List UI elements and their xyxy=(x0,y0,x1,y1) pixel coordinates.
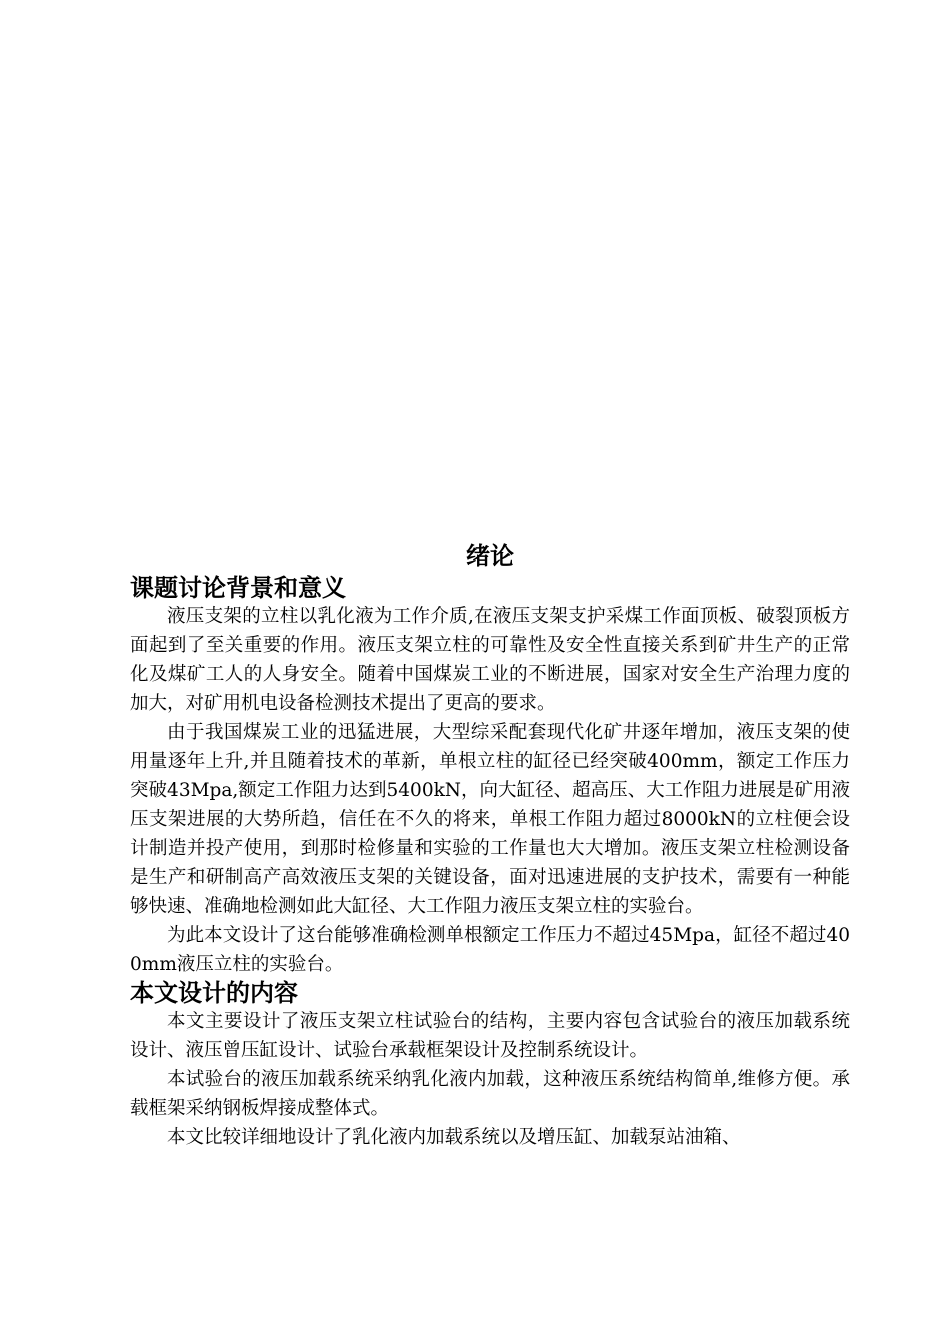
section-heading: 本文设计的内容 xyxy=(130,979,298,1007)
body-paragraph: 本文比较详细地设计了乳化液内加载系统以及增压缸、加载泵站油箱、 xyxy=(167,1127,741,1148)
body-paragraph: 为此本文设计了这台能够准确检测单根额定工作压力不超过45Mpa，缸径不超过400mm液压立柱的实验台。 xyxy=(130,925,850,975)
body-paragraph: 本文主要设计了液压支架立柱试验台的结构，主要内容包含试验台的液压加载系统设计、液压曾压缸设计、试验台承载框架设计及控制系统设计。 xyxy=(130,1011,850,1061)
section-heading: 课题讨论背景和意义 xyxy=(130,574,346,602)
section-design-content xyxy=(130,979,850,1152)
chapter-title: 绪论 xyxy=(466,542,514,570)
body-paragraph: 本试验台的液压加载系统采纳乳化液内加载，这种液压系统结构简单,维修方便。承载框架采纳钢板焊接成整体式。 xyxy=(130,1069,850,1119)
section-background xyxy=(130,574,850,979)
body-paragraph: 由于我国煤炭工业的迅猛进展，大型综采配套现代化矿井逐年增加，液压支架的使用量逐年上升,并且随着技术的革新，单根立柱的缸径已经突破400mm，额定工作压力突破43Mpa,额定工作阻力达到5400kN，向大缸径、超高压、大工作阻力进展是矿用液压支架进展的大势所趋，信任在不久的将来，单根工作阻力超过8000kN的立柱便会设计制造并投产使用，到那时检修量和实验的工作量也大大增加。液压支架立柱检测设备是生产和研制高产高效液压支架的关键设备，面对迅速进展的支护技术，需要有一种能够快速、准确地检测如此大缸径、大工作阻力液压支架立柱的实验台。 xyxy=(130,722,850,917)
page-content xyxy=(130,538,850,1152)
body-paragraph: 液压支架的立柱以乳化液为工作介质,在液压支架支护采煤工作面顶板、破裂顶板方面起到了至关重要的作用。液压支架立柱的可靠性及安全性直接关系到矿井生产的正常化及煤矿工人的人身安全。随着中国煤炭工业的不断进展，国家对安全生产治理力度的加大，对矿用机电设备检测技术提出了更高的要求。 xyxy=(130,606,850,714)
